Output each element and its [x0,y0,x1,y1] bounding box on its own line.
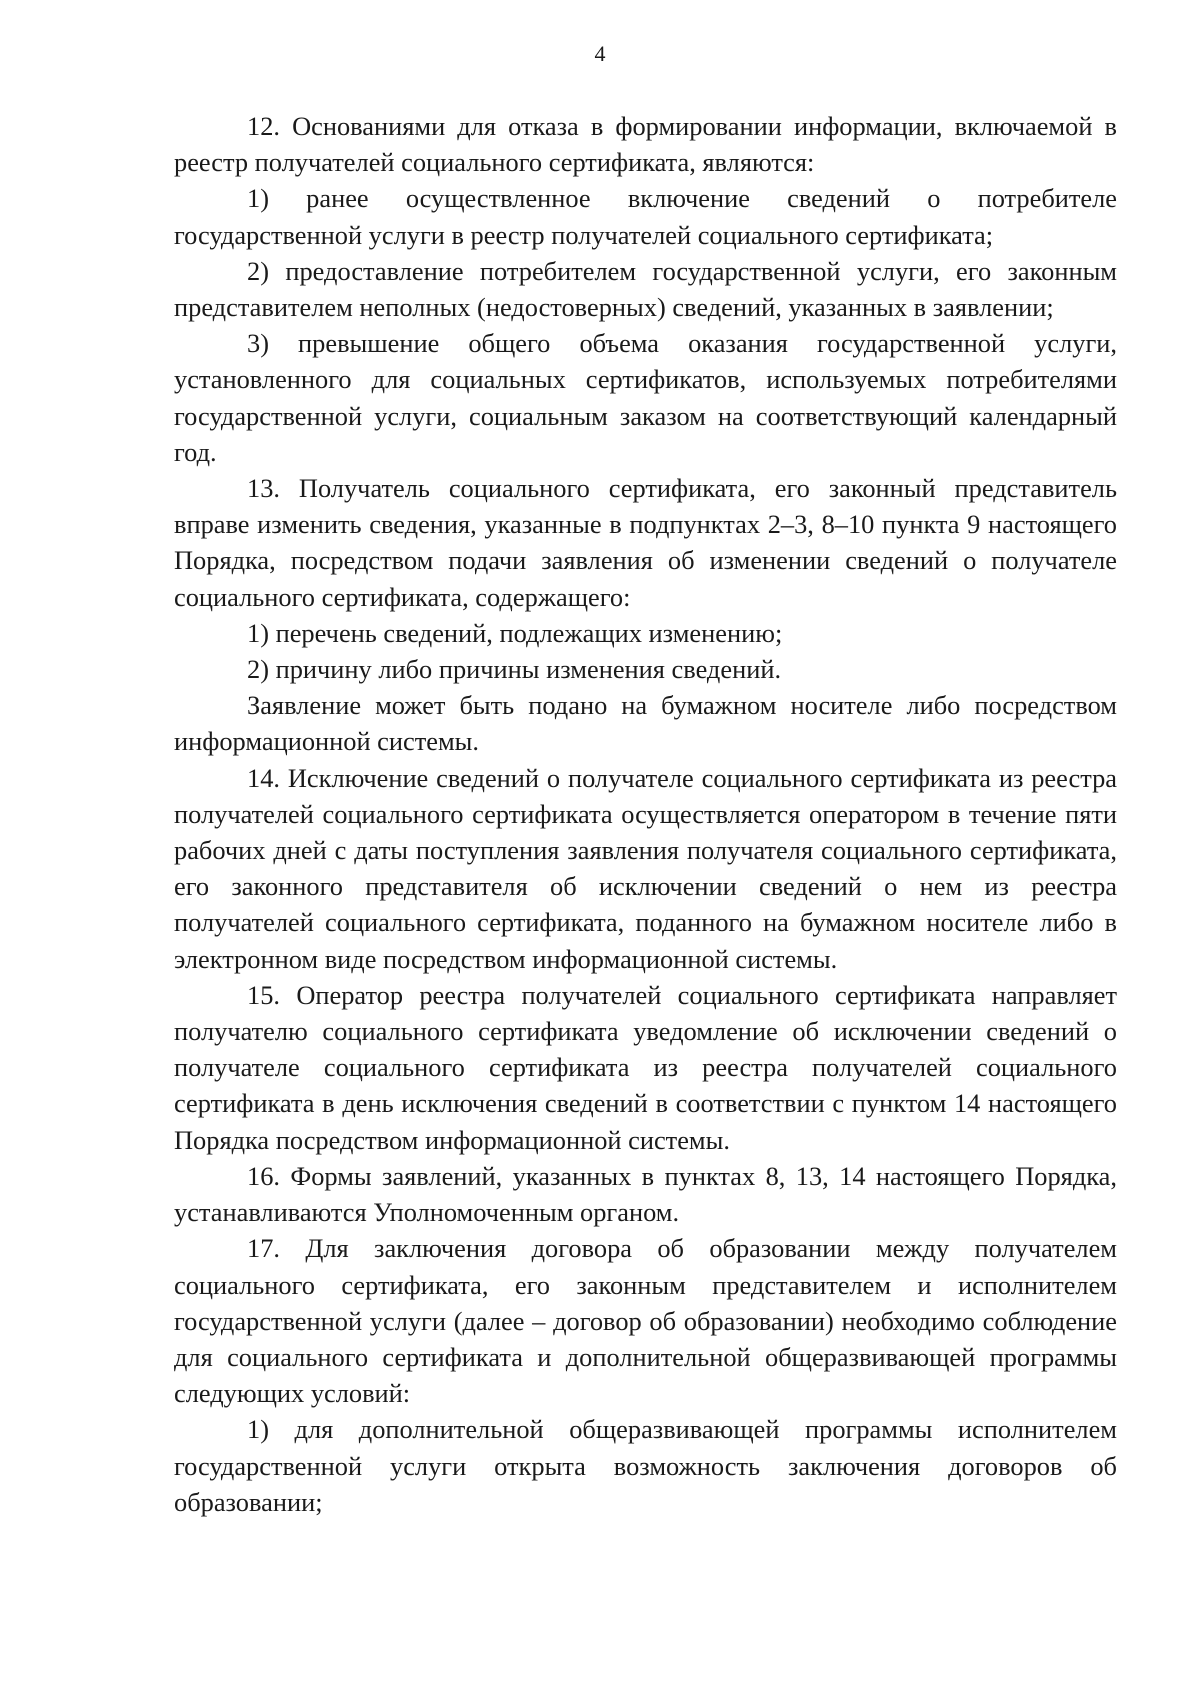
paragraph-16: 16. Формы заявлений, указанных в пунктах 8, 13, 14 настоящего Порядка, устанавливаются Уполномоченным органом. [174,1160,1117,1228]
paragraph-14: 14. Исключение сведений о получателе социального сертификата из реестра получателей социального сертификата осуществляется оператором в течение пяти рабочих дней с даты поступления заявления получателя социального сертификата, его законного представителя об исключении сведений о нем из реестра получателей социального сертификата, поданного на бумажном носителе либо в электронном виде посредством информационной системы. [174,762,1117,974]
paragraph-12: 12. Основаниями для отказа в формировании информации, включаемой в реестр получателей социального сертификата, являются: [174,111,1117,178]
paragraph-17: 17. Для заключения договора об образовании между получателем социального сертификата, его законным представителем и исполнителем государственной услуги (далее – договор об образовании) необходимо соблюдение для социального сертификата и дополнительной общеразвивающей программы следующих условий: [174,1233,1117,1409]
document-body [174,108,1117,1520]
paragraph-15: 15. Оператор реестра получателей социального сертификата направляет получателю социального сертификата уведомление об исключении сведений о получателе социального сертификата из реестра получателей социального сертификата в день исключения сведений в соответствии с пунктом 14 настоящего Порядка посредством информационной системы. [174,979,1117,1155]
paragraph-12-item-3: 3) превышение общего объема оказания государственной услуги, установленного для социальных сертификатов, используемых потребителями государственной услуги, социальным заказом на соответствующий календарный год. [174,328,1117,467]
page-number: 4 [594,41,606,66]
paragraph-13-item-2: 2) причину либо причины изменения сведений. [247,654,782,685]
paragraph-17-item-1: 1) для дополнительной общеразвивающей программы исполнителем государственной услуги открыта возможность заключения договоров об образовании; [174,1414,1117,1517]
paragraph-12-item-2: 2) предоставление потребителем государственной услуги, его законным представителем неполных (недостоверных) сведений, указанных в заявлении; [174,255,1117,323]
paragraph-13-note: Заявление может быть подано на бумажном носителе либо посредством информационной системы. [174,690,1117,757]
paragraph-13: 13. Получатель социального сертификата, его законный представитель вправе изменить сведения, указанные в подпунктах 2–3, 8–10 пункта 9 настоящего Порядка, посредством подачи заявления об изменении сведений о получателе социального сертификата, содержащего: [174,473,1117,612]
paragraph-12-item-1: 1) ранее осуществленное включение сведений о потребителе государственной услуги в реестр получателей социального сертификата; [174,183,1117,250]
paragraph-13-item-1: 1) перечень сведений, подлежащих изменению; [247,617,783,648]
